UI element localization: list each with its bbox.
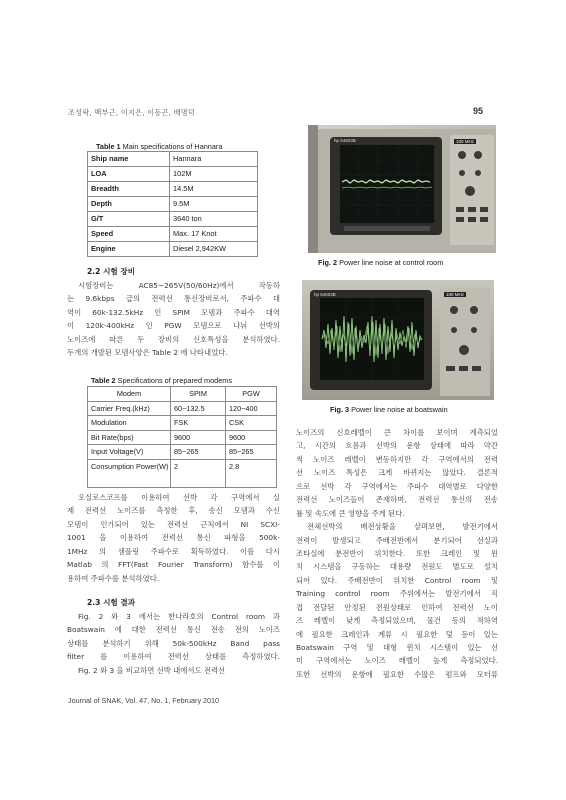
table2-caption-label: Table 2	[91, 376, 116, 385]
scope-model: 54603B	[340, 138, 356, 143]
scope-badge: 100 MHz	[446, 292, 465, 297]
table2-caption	[91, 376, 232, 385]
text-line: 또한 선박의 운항에 필요한 수많은 펌프와 모터류	[296, 669, 498, 679]
table-cell-value: Diesel 2,942KW	[170, 242, 258, 257]
table-cell-key: G/T	[88, 212, 170, 227]
table-row	[88, 430, 277, 445]
table-cell: 2.8	[226, 459, 277, 487]
table-row	[88, 445, 277, 460]
table-cell: FSK	[171, 416, 226, 431]
text-line: 상태를 분석하기 위해 50k-500kHz Band pass	[67, 638, 280, 648]
figure3-oscilloscope-photo	[302, 280, 494, 400]
table-cell: CSK	[226, 416, 277, 431]
journal-footer: Journal of SNAK, Vol. 47, No. 1, February 2010	[68, 696, 220, 705]
table-header-row	[88, 387, 277, 402]
text-line: 노이즈의 신호레벨이 큰 차이를 보이며 계측되었	[296, 428, 498, 437]
text-line: 접 전달된 안정된 전원상태로 인하여 전력선 노이	[296, 602, 498, 612]
text-line: Fig. 2 와 3 을 비교하면 선박 내에서도 전력선	[78, 665, 226, 675]
table-cell: 9600	[226, 430, 277, 445]
table-row	[88, 459, 277, 487]
table-cell-key: Breadth	[88, 182, 170, 197]
text-line: 되어 있다. 주배전반이 위치한 Control room 및	[296, 575, 498, 585]
table-header-cell: PGW	[226, 387, 277, 402]
table-header-cell: SPIM	[171, 387, 226, 402]
text-line: 는 9.6kbps 급의 전력선 통신장비로서, 주파수 대	[67, 294, 280, 304]
text-line: 치 시스템을 구동하는 대용량 전원도 별도로 설치	[296, 562, 498, 572]
table-cell-key: Ship name	[88, 152, 170, 167]
table-cell: Carrier Freq.(kHz)	[88, 401, 171, 416]
paragraph-test-equipment	[67, 279, 280, 360]
table1-caption	[96, 142, 222, 151]
oscilloscope-photo-image	[302, 280, 494, 400]
table-cell-value: 102M	[170, 167, 258, 182]
text-line: 오실로스코프를 이용하여 선박 각 구역에서 실	[78, 493, 280, 502]
table-cell: 9600	[171, 430, 226, 445]
text-line: 시험장비는 AC85~265V(50/60Hz)에서 작동하	[78, 281, 280, 290]
table-row	[88, 197, 258, 212]
table-cell-key: Depth	[88, 197, 170, 212]
text-line: 고, 시간의 흐름과 선박의 운항 상태에 따라 약간	[296, 441, 498, 451]
table1-caption-label: Table 1	[96, 142, 121, 151]
table-header-cell: Modem	[88, 387, 171, 402]
text-line: 1MHz 의 샘플링 주파수로 획득하였다. 이를 다시	[67, 546, 280, 556]
table-row	[88, 152, 258, 167]
table-row	[88, 242, 258, 257]
table-row	[88, 167, 258, 182]
text-line: 전력선 노이즈들이 존재하며, 전력선 통신의 전송	[296, 495, 498, 505]
table-cell-value: 3640 ton	[170, 212, 258, 227]
table-cell-key: Engine	[88, 242, 170, 257]
table-cell-value: Hannara	[170, 152, 258, 167]
text-line: filter 를 이용하여 전력선 상태를 측정하였다.	[67, 652, 280, 662]
text-line: Training control room 주위에서는 발전기에서 직	[296, 589, 498, 599]
text-line: 률 및 속도에 큰 영향을 주게 된다.	[296, 508, 405, 518]
figure2-caption-text: Power line noise at control room	[337, 258, 444, 267]
table1-caption-text: Main specifications of Hannara	[120, 142, 223, 151]
text-line: 용하여 주파수를 분석하였다.	[67, 573, 160, 583]
running-header-authors: 조성락, 백부근, 이지은, 이동곤, 배명덕	[68, 108, 196, 117]
table-cell: 85~265	[226, 445, 277, 460]
table-row	[88, 182, 258, 197]
paragraph-test-results	[67, 610, 280, 677]
table2-caption-text: Specifications of prepared modems	[115, 376, 233, 385]
paragraph-noise-analysis	[296, 426, 498, 681]
text-line: 조타실에 분전반이 위치한다. 또한 크레인 및 윈	[296, 548, 498, 558]
table-cell: Bit Rate(bps)	[88, 430, 171, 445]
text-line: Boatswain 에 대한 전력선 통신 전송 전의 노이즈	[67, 625, 280, 635]
table-cell-value: Max. 17 Knot	[170, 227, 258, 242]
text-line: 에 필요한 크레인과 계류 시 필요한 덫 등이 있는	[296, 629, 498, 639]
text-line: 노이즈에 따른 두 장비의 신호특성을 분석하였다.	[67, 334, 280, 344]
text-line: 두개의 개발된 모뎀사양은 Table 2 에 나타내었다.	[67, 348, 228, 358]
table-row	[88, 212, 258, 227]
paragraph-measurement-method	[67, 491, 280, 585]
text-line: 역이 60k-132.5kHz 인 SPIM 모뎀과 주파수 대역	[67, 307, 280, 317]
table-cell-value: 9.5M	[170, 197, 258, 212]
table-cell-value: 14.5M	[170, 182, 258, 197]
figure2-caption	[318, 258, 443, 267]
text-line: 1001 을 이용하여 전력선 통신 파형을 500k-	[67, 533, 280, 543]
figure3-label: Fig. 3	[330, 405, 350, 414]
text-line: Fig. 2 와 3 에서는 한나라호의 Control room 과	[78, 612, 280, 621]
text-line: 전체선박의 배전상황을 살펴보면, 발전기에서	[307, 522, 498, 532]
table-row	[88, 227, 258, 242]
scope-brand: hp	[314, 292, 320, 297]
scope-model: 54603B	[320, 292, 336, 297]
text-line: Matlab 의 FFT(Fast Fourier Transform) 함수를 이	[67, 560, 280, 570]
table-cell: Consumption Power(W)	[88, 459, 171, 487]
text-line: 으로 선박 각 구역에서는 주파수 대역별로 다양한	[296, 481, 498, 491]
table-cell: 120~400	[226, 401, 277, 416]
scope-model-label	[334, 138, 356, 143]
table-cell-key: Speed	[88, 227, 170, 242]
table-cell-key: LOA	[88, 167, 170, 182]
table-row	[88, 416, 277, 431]
text-line: 즈 레벨이 낮게 측정되었으며, 물건 등의 적하역	[296, 616, 498, 626]
table-cell: 85~265	[171, 445, 226, 460]
scope-model-label	[314, 292, 336, 297]
text-line: 전력이 발생되고 주배전반에서 분기되어 선실과	[296, 535, 498, 545]
page-number: 95	[473, 106, 484, 116]
figure2-oscilloscope-photo	[308, 125, 496, 253]
table-cell: Modulation	[88, 416, 171, 431]
section-heading-2-2: 2.2 시험 장비	[87, 267, 136, 276]
ship-spec-table	[87, 151, 258, 257]
text-line: 제 전력선 노이즈를 측정한 후, 송신 모뎀과 수신	[67, 506, 280, 516]
section-heading-2-3: 2.3 시험 결과	[87, 598, 136, 607]
text-line: 미 구역에서는 노이즈 레벨이 높게 측정되었다.	[296, 656, 498, 666]
table-row	[88, 401, 277, 416]
table-cell: 60~132.5	[171, 401, 226, 416]
table-cell: Input Voltage(V)	[88, 445, 171, 460]
text-line: 선 노이즈 특성은 크게 바뀌지는 않았다. 결론적	[296, 468, 498, 478]
text-line: 모뎀이 인가되어 있는 전력선 근처에서 NI SCXI-	[67, 519, 280, 529]
figure3-caption	[330, 405, 448, 414]
modem-spec-table	[87, 386, 277, 488]
text-line: 씩 노이즈 레벨이 변동하지만 각 구역에서의 전력	[296, 454, 498, 464]
table-cell: 2	[171, 459, 226, 487]
text-line: 이 120k-400kHz 인 PGW 모뎀으로 나눠 선박의	[67, 321, 280, 331]
oscilloscope-photo-image	[308, 125, 496, 253]
text-line: Boatswain 구역 및 대형 윈치 시스템이 있는 선	[296, 643, 498, 652]
scope-brand: hp	[334, 138, 340, 143]
scope-badge: 100 MHz	[456, 139, 475, 144]
figure2-label: Fig. 2	[318, 258, 338, 267]
figure3-caption-text: Power line noise at boatswain	[349, 405, 448, 414]
